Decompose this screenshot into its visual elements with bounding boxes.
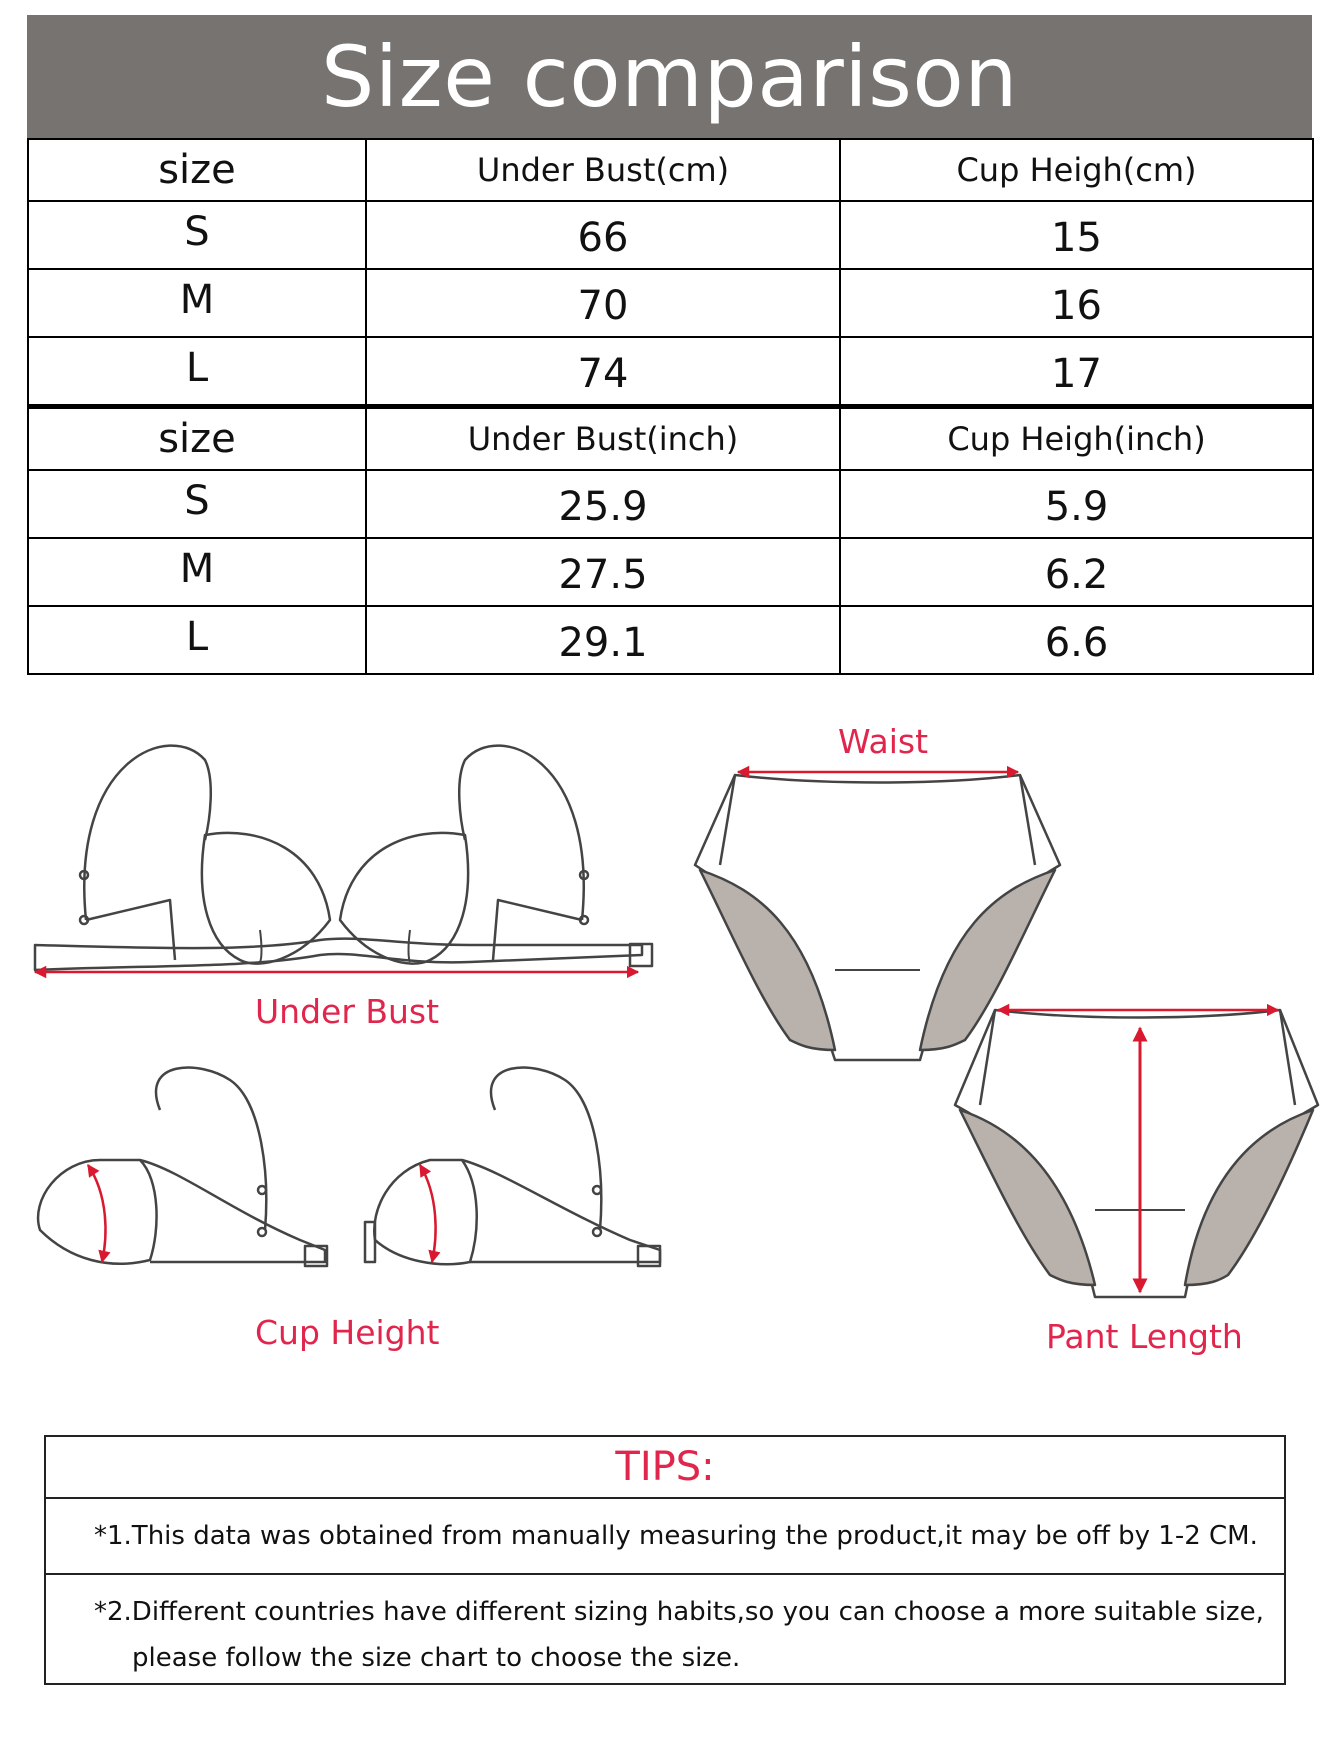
cup-height-cell: 15 — [840, 201, 1313, 269]
size-cell: M — [28, 269, 366, 337]
cup-height-cell: 17 — [840, 337, 1313, 407]
cup-height-label: Cup Height — [255, 1313, 440, 1352]
under-bust-cell: 29.1 — [366, 606, 840, 674]
header-cell: Cup Heigh(cm) — [840, 139, 1313, 201]
cup-height-arrow-2 — [420, 1165, 436, 1262]
under-bust-cell: 27.5 — [366, 538, 840, 606]
waist-label: Waist — [838, 722, 929, 761]
header-cell: size — [28, 139, 366, 201]
under-bust-cell: 66 — [366, 201, 840, 269]
cup-height-cell: 16 — [840, 269, 1313, 337]
size-cell: M — [28, 538, 366, 606]
page-title: Size comparison — [27, 15, 1312, 138]
size-cell: S — [28, 470, 366, 538]
cup-height-arrow-1 — [88, 1165, 105, 1262]
size-cell: S — [28, 201, 366, 269]
size-cell: L — [28, 606, 366, 674]
under-bust-cell: 25.9 — [366, 470, 840, 538]
cup-height-cell: 5.9 — [840, 470, 1313, 538]
pant-length-label: Pant Length — [1046, 1317, 1243, 1356]
under-bust-cell: 70 — [366, 269, 840, 337]
cup-height-cell: 6.2 — [840, 538, 1313, 606]
tip-item-2 — [46, 1575, 1284, 1681]
tips-title: TIPS: — [46, 1437, 1284, 1499]
bra-front-diagram — [35, 746, 652, 970]
tip-item-2-line-1: *2.Different countries have different sizing habits,so you can choose a more suitable size, — [94, 1597, 1264, 1627]
header-cell: Cup Heigh(inch) — [840, 407, 1313, 471]
header-cell: Under Bust(inch) — [366, 407, 840, 471]
bra-side-diagram-1 — [38, 1068, 327, 1266]
bra-side-diagram-2 — [365, 1068, 660, 1266]
tip-item-2-line-2: please follow the size chart to choose the size. — [132, 1643, 741, 1673]
cup-height-cell: 6.6 — [840, 606, 1313, 674]
under-bust-label: Under Bust — [255, 992, 440, 1031]
header-cell: size — [28, 407, 366, 471]
under-bust-cell: 74 — [366, 337, 840, 407]
panties-back-diagram — [955, 1010, 1318, 1297]
header-cell: Under Bust(cm) — [366, 139, 840, 201]
size-cell: L — [28, 337, 366, 407]
tips-box — [44, 1435, 1286, 1685]
tip-item-1: *1.This data was obtained from manually measuring the product,it may be off by 1-2 CM. — [46, 1499, 1284, 1575]
